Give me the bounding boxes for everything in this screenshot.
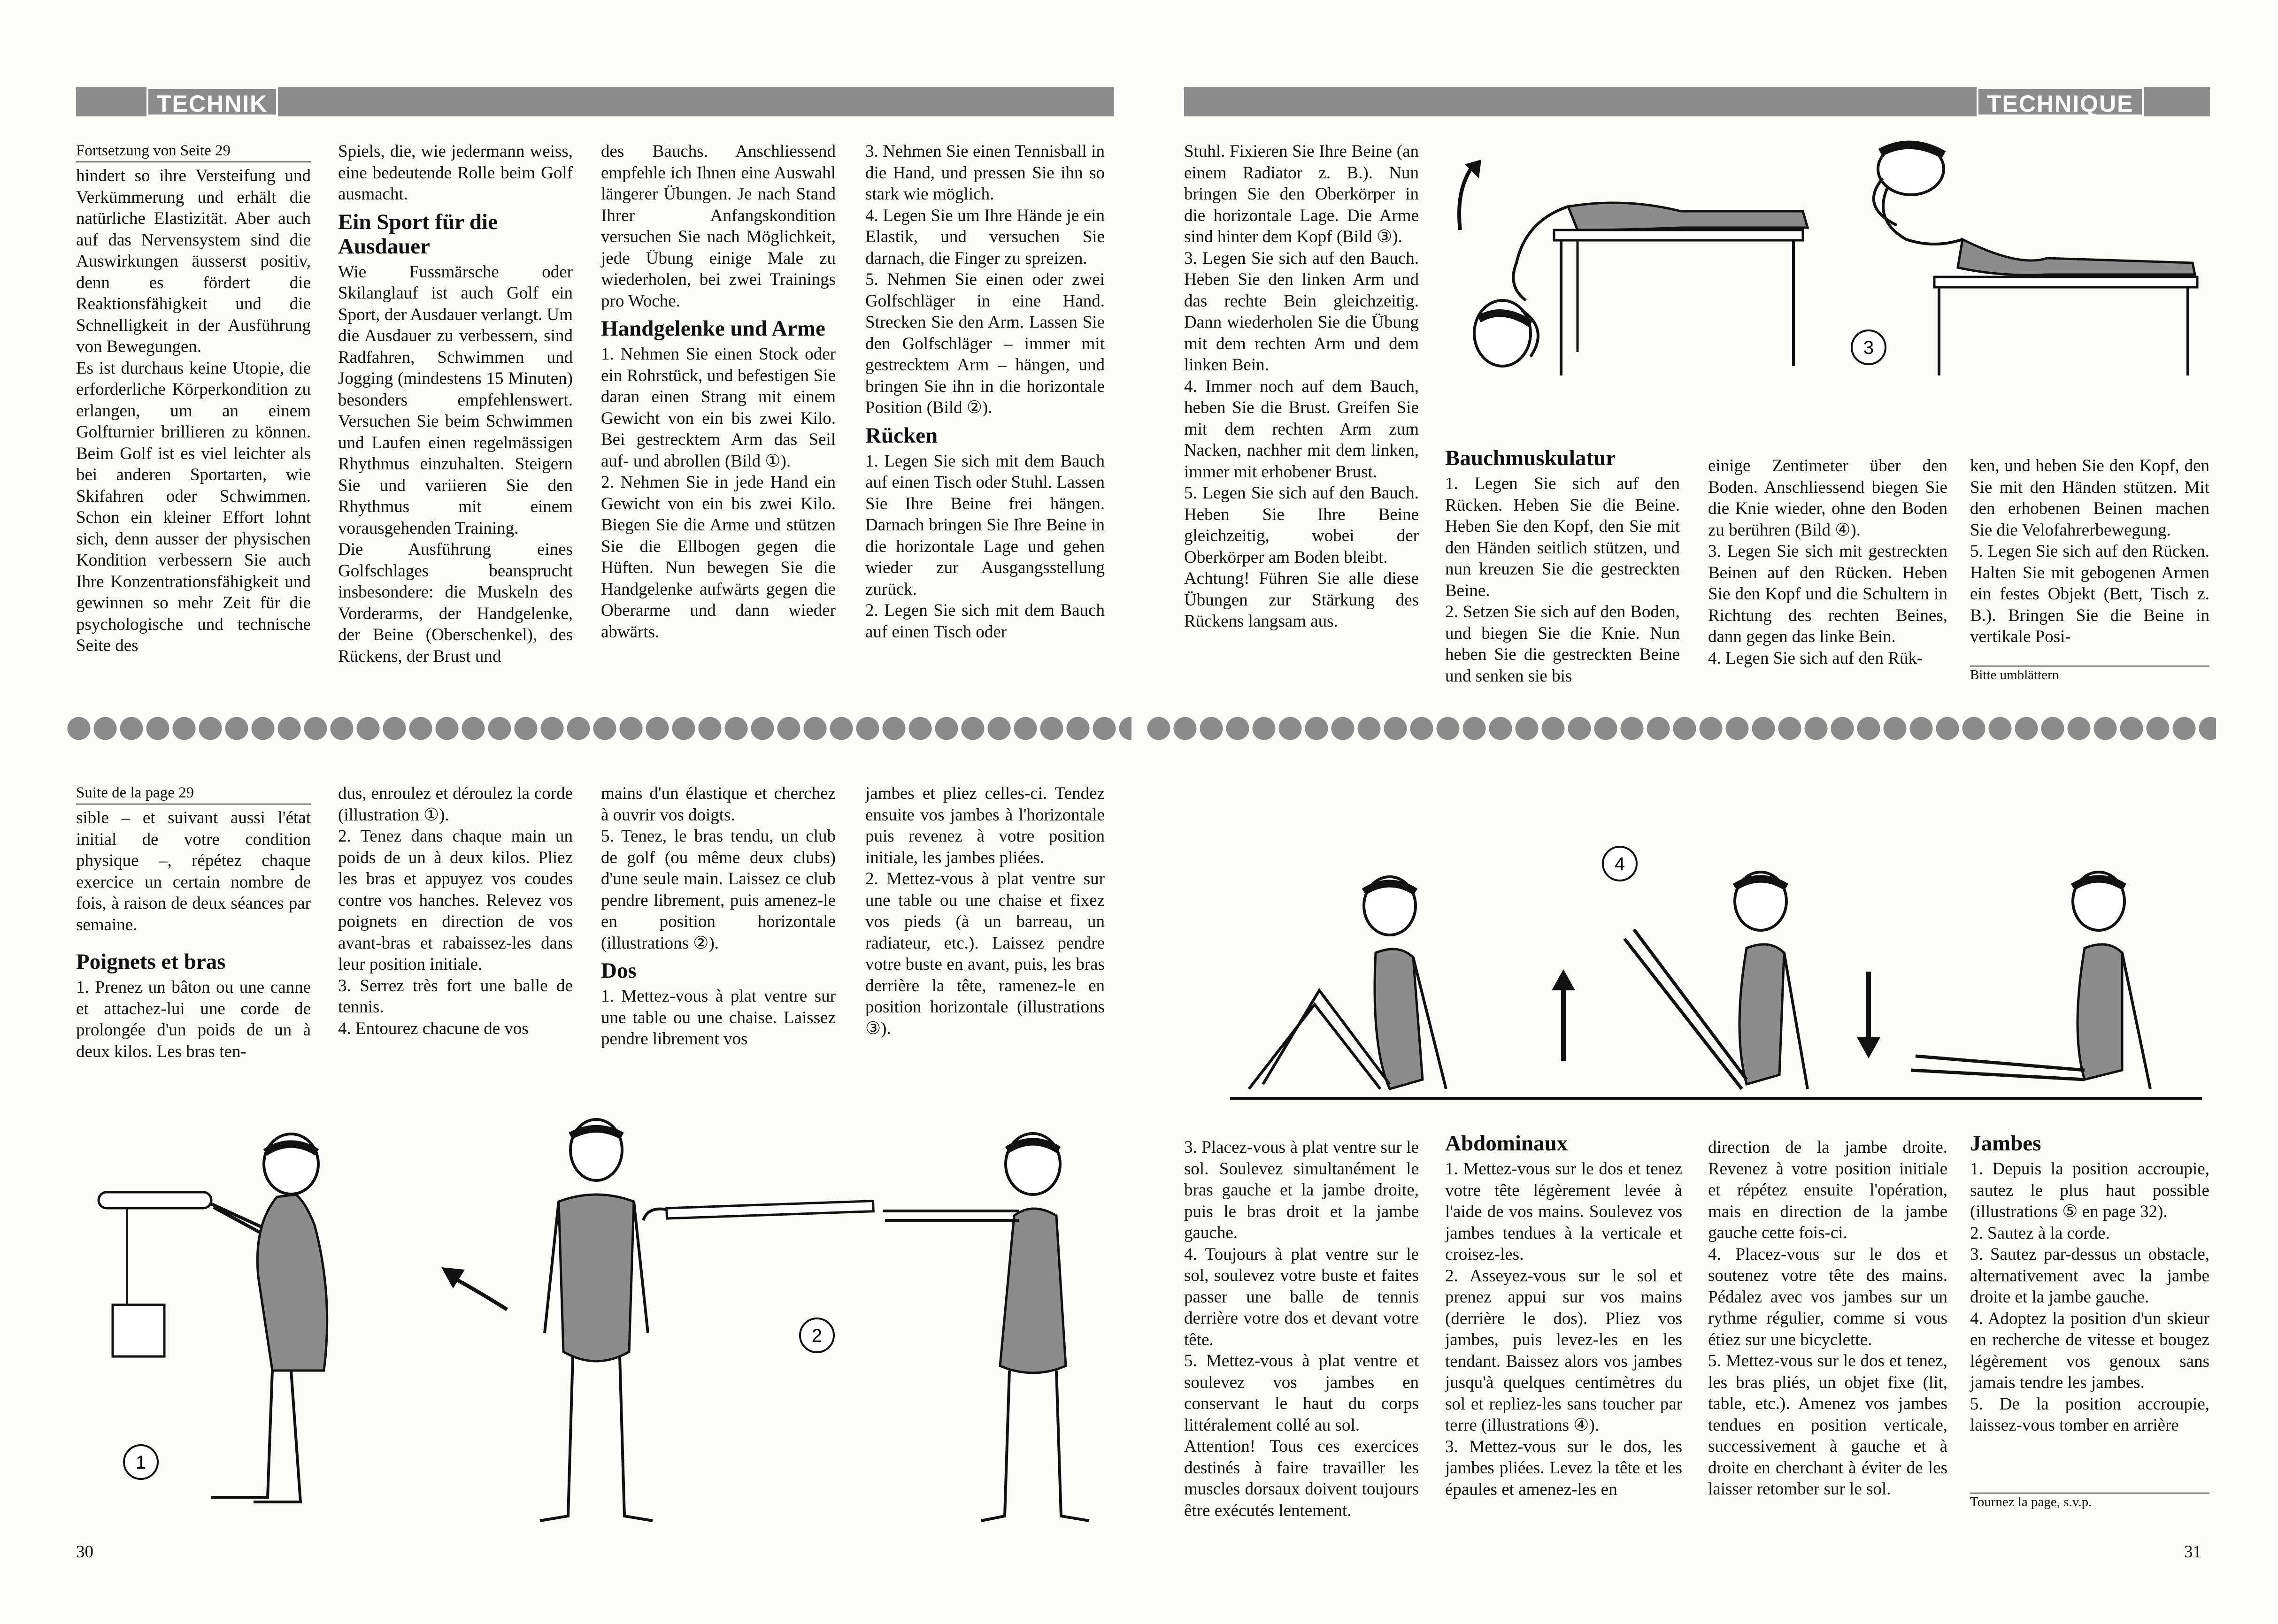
paragraph: 5. Legen Sie sich auf den Rücken. Halten Sie mit gebogenen Armen ein festes Objekt (Bett, Tisch z. B.). Bringen Sie die Beine in vertikale Posi-: [1970, 542, 2209, 646]
paragraph: 1. Mettez-vous à plat ventre sur une table ou une chaise. Laissez pendre librement vos: [601, 987, 836, 1049]
figure-number-1: 1: [135, 1452, 146, 1473]
paragraph: 4. Toujours à plat ventre sur le sol, soulevez votre buste et faites passer une balle de tennis derrière votre dos et devant votre tête.: [1184, 1244, 1419, 1349]
paragraph: einige Zentimeter über den Boden. Anschliessend biegen Sie die Knie wieder, ohne den Boden zu berühren (Bild ④).: [1708, 456, 1947, 540]
paragraph: 3. Serrez très fort une balle de tennis.: [338, 976, 573, 1017]
paragraph: 5. Legen Sie sich auf den Bauch. Heben Sie Ihre Beine gleichzeitig, wobei der Oberkörper am Boden bleibt.: [1184, 483, 1419, 567]
paragraph: 4. Legen Sie um Ihre Hände je ein Elastik, und versuchen Sie darnach, die Finger zu spreizen.: [865, 206, 1105, 268]
turn-page-label: Bitte umblättern: [1970, 667, 2059, 682]
paragraph: 4. Placez-vous sur le dos et soutenez votre tête des mains. Pédalez avec vos jambes sur un rythme régulier, comme si vous étiez sur une bicyclette.: [1708, 1244, 1947, 1349]
paragraph: dus, enroulez et déroulez la corde (illustration ①).: [338, 784, 573, 825]
paragraph: sible – et suivant aussi l'état initial de votre condition physique –, répétez chaque exercice un certain nombre de fois, à raison de deux séances par semaine.: [76, 808, 311, 935]
dot-divider-right: [1146, 715, 2216, 742]
german-column-4: [865, 141, 1105, 643]
paragraph: 2. Asseyez-vous sur le sol et prenez appui sur vos mains (derrière le dos). Pliez vos jambes, puis levez-les en les tendant. Baissez alors vos jambes jusqu'à quelques centimètres du sol et repliez-les sans toucher par terre (illustrations ④).: [1445, 1266, 1682, 1435]
paragraph: 3. Nehmen Sie einen Tennisball in die Hand, und pressen Sie ihn so stark wie möglich.: [865, 142, 1105, 204]
paragraph: 2. Nehmen Sie in jede Hand ein Gewicht von ein bis zwei Kilo. Biegen Sie die Arme und stützen Sie die Ellbogen gegen die Hüften. Nun bewegen Sie die Handgelenke aufwärts gegen die Oberarme und dann wieder abwärts.: [601, 473, 836, 642]
paragraph: 4. Immer noch auf dem Bauch, heben Sie die Brust. Greifen Sie mit dem rechten Arm zum Nacken, nachher mit dem linken, immer mit erhobener Brust.: [1184, 376, 1419, 482]
paragraph: Die Ausführung eines Golfschlages beansprucht insbesondere: die Muskeln des Vorderarms, der Handgelenke, der Beine (Oberschenkel), des Rückens, der Brust und: [338, 540, 573, 666]
french-column-2: [338, 783, 573, 1039]
section-heading: Jambes: [1970, 1131, 2041, 1156]
french-column-7: [1708, 1137, 1947, 1500]
paragraph: 1. Legen Sie sich auf den Rücken. Heben Sie die Beine. Heben Sie den Kopf, den Sie mit den Händen seitlich stützen, und nun kreuzen Sie die gestreckten Beine.: [1445, 474, 1680, 600]
paragraph: mains d'un élastique et cherchez à ouvrir vos doigts.: [601, 784, 836, 825]
figure-number-4: 4: [1614, 854, 1625, 874]
paragraph: 1. Depuis la position accroupie, sautez le plus haut possible (illustrations ⑤ en page 32).: [1970, 1159, 2209, 1221]
german-column-3: [601, 141, 836, 643]
paragraph: 2. Mettez-vous à plat ventre sur une table ou une chaise et fixez vos pieds (à un barreau, un radiateur, etc.). Laissez pendre votre buste en avant, puis, les bras derrière la tête, ramenez-le en position horizontale (illustrations ③).: [865, 869, 1105, 1038]
paragraph: 5. Mettez-vous à plat ventre et soulevez vos jambes en conservant le haut du corps littéralement collé au sol.: [1184, 1351, 1419, 1435]
french-column-8: [1970, 1131, 2209, 1436]
german-column-2: [338, 141, 573, 667]
paragraph: 2. Setzen Sie sich auf den Boden, und biegen Sie die Knie. Nun heben Sie die gestreckten Beine und senken sie bis: [1445, 602, 1680, 686]
german-column-6: [1445, 446, 1680, 687]
section-heading: Bauchmuskulatur: [1445, 446, 1616, 470]
paragraph: Achtung! Führen Sie alle diese Übungen zur Stärkung des Rückens langsam aus.: [1184, 569, 1419, 631]
paragraph: des Bauchs. Anschliessend empfehle ich Ihnen eine Auswahl längerer Übungen. Je nach Stand Ihrer Anfangskondition versuchen Sie nach Möglichkeit, jede Übung einige Male zu wiederholen, bei zwei Trainings pro Woche.: [601, 142, 836, 311]
paragraph: 3. Legen Sie sich auf den Bauch. Heben Sie den linken Arm und das rechte Bein gleichzeitig. Dann wiederholen Sie die Übung mit dem rechten Arm und dem linken Bein.: [1184, 248, 1419, 375]
paragraph: 3. Sautez par-dessus un obstacle, alternativement avec la jambe droite et la jambe gauche.: [1970, 1245, 2209, 1307]
french-column-3: [601, 783, 836, 1050]
paragraph: 5. Mettez-vous sur le dos et tenez, les bras pliés, un objet fixe (lit, table, etc.). Amenez vos jambes tendues en position verticale, successivement à gauche et à droite en cherchant à éviter de les laisser retomber sur le sol.: [1708, 1351, 1947, 1499]
section-tag-technique: TECHNIQUE: [1977, 87, 2144, 116]
paragraph: 4. Adoptez la position d'un skieur en recherche de vitesse et bougez légèrement vos genoux sans jamais tendre les jambes.: [1970, 1309, 2209, 1392]
continued-from-label: Suite de la page 29: [76, 784, 194, 801]
german-column-8: [1970, 455, 2209, 648]
paragraph: 5. De la position accroupie, laissez-vous tomber en arrière: [1970, 1394, 2209, 1435]
german-column-1: [76, 141, 311, 657]
german-column-7: [1708, 455, 1947, 669]
paragraph: 1. Nehmen Sie einen Stock oder ein Rohrstück, und befestigen Sie daran einen Strang mit einem Gewicht von ein bis zwei Kilo. Bei gestrecktem Arm das Seil auf- und abrollen (Bild ①).: [601, 345, 836, 471]
paragraph: 2. Sautez à la corde.: [1970, 1223, 2110, 1243]
paragraph: 4. Entourez chacune de vos: [338, 1019, 529, 1038]
paragraph: direction de la jambe droite. Revenez à votre position initiale et répétez ensuite l'opération, mais en direction de la jambe gauche cette fois-ci.: [1708, 1138, 1947, 1242]
paragraph: 5. Nehmen Sie einen oder zwei Golfschläger in eine Hand. Strecken Sie den Arm. Lassen Sie den Golfschläger – immer mit gestrecktem Arm – hängen, und bringen Sie ihn in die horizontale Position (Bild ②).: [865, 270, 1105, 417]
paragraph: 3. Legen Sie sich mit gestreckten Beinen auf den Rücken. Heben Sie den Kopf und die Schultern in Richtung des rechten Beines, dann gegen das linke Bein.: [1708, 542, 1947, 646]
section-heading: Abdominaux: [1445, 1131, 1568, 1156]
paragraph: Attention! Tous ces exercices destinés à faire travailler les muscles dorsaux doivent toujours être exécutés lentement.: [1184, 1437, 1419, 1520]
paragraph: 5. Tenez, le bras tendu, un club de golf (ou même deux clubs) d'une seule main. Laissez ce club pendre librement, puis amenez-le en position horizontale (illustrations ②).: [601, 827, 836, 953]
illustration-1-2: [70, 1108, 1122, 1530]
paragraph: Spiels, die, wie jedermann weiss, eine bedeutende Rolle beim Golf ausmacht.: [338, 142, 573, 204]
section-heading: Rücken: [865, 423, 938, 448]
section-heading: Handgelenke und Arme: [601, 316, 825, 341]
section-heading: Ein Sport für die Ausdauer: [338, 209, 498, 259]
french-column-6: [1445, 1131, 1682, 1500]
illustration-3: [1437, 131, 2211, 413]
french-column-4: [865, 783, 1105, 1039]
french-column-1: [76, 783, 311, 1062]
paragraph: 2. Tenez dans chaque main un poids de un à deux kilos. Pliez les bras et appuyez vos coudes contre vos hanches. Relevez vos poignets en direction de vos avant-bras et rabaissez-les dans leur position initiale.: [338, 827, 573, 974]
continued-from-label: Fortsetzung von Seite 29: [76, 142, 231, 159]
section-tag-technik: TECHNIK: [146, 87, 278, 116]
paragraph: Wie Fussmärsche oder Skilanglauf ist auch Golf ein Sport, der Ausdauer verlangt. Um die Ausdauer zu verbessern, sind Radfahren, Schwimmen und Jogging (mindestens 15 Minuten) besonders empfehlenswert. Versuchen Sie beim Schwimmen und Laufen einen regelmässigen Rhythmus einzuhalten. Steigern Sie und variieren Sie den Rhythmus mit einem vorausgehenden Training.: [338, 262, 573, 538]
figure-number-3: 3: [1863, 337, 1874, 358]
paragraph: Stuhl. Fixieren Sie Ihre Beine (an einem Radiator z. B.). Nun bringen Sie den Oberkörper in die horizontale Lage. Die Arme sind hinter dem Kopf (Bild ③).: [1184, 142, 1419, 246]
section-heading: Dos: [601, 958, 637, 983]
paragraph: 1. Legen Sie sich mit dem Bauch auf einen Tisch oder Stuhl. Lassen Sie Ihre Beine frei hängen. Darnach bringen Sie Ihre Beine in die horizontale Lage und gehen wieder zur Ausgangsstellung zurück.: [865, 451, 1105, 599]
paragraph: 4. Legen Sie sich auf den Rük-: [1708, 648, 1923, 668]
dot-divider-left: [66, 715, 1131, 742]
paragraph: ken, und heben Sie den Kopf, den Sie mit den Händen stützen. Mit den erhobenen Beinen machen Sie die Velofahrerbewegung.: [1970, 456, 2209, 540]
turn-page-label: Tournez la page, s.v.p.: [1970, 1494, 2092, 1509]
illustration-4: [1221, 835, 2207, 1117]
paragraph: 3. Placez-vous à plat ventre sur le sol. Soulevez simultanément le bras gauche et la jambe droite, puis le bras droit et la jambe gauche.: [1184, 1138, 1419, 1242]
paragraph: Es ist durchaus keine Utopie, die erforderliche Körperkondition zu erlangen, um an einem Golfturnier brillieren zu können. Beim Golf ist es viel leichter als bei anderen Sportarten, wie Skifahren oder Schwimmen. Schon ein kleiner Effort lohnt sich, denn ausser der physischen Kondition verbessern Sie auch Ihre Konzentrationsfähigkeit und gewinnen so mehr Zeit für die psychologische und technische Seite des: [76, 358, 311, 655]
paragraph: 3. Mettez-vous sur le dos, les jambes pliées. Levez la tête et les épaules et amenez-les en: [1445, 1437, 1682, 1499]
german-column-5: [1184, 141, 1419, 632]
paragraph: 1. Prenez un bâton ou une canne et attachez-lui une corde de prolongée d'un poids de un à deux kilos. Les bras ten-: [76, 978, 311, 1061]
french-column-5: [1184, 1137, 1419, 1521]
page-number-left: 30: [76, 1542, 93, 1562]
page-number-right: 31: [2184, 1542, 2201, 1562]
paragraph: jambes et pliez celles-ci. Tendez ensuite vos jambes à l'horizontale puis revenez à votre position initiale, les jambes pliées.: [865, 784, 1105, 867]
paragraph: 1. Mettez-vous sur le dos et tenez votre tête légèrement levée à l'aide de vos mains. Soulevez vos jambes tendues à la verticale et croisez-les.: [1445, 1159, 1682, 1264]
paragraph: hindert so ihre Versteifung und Verkümmerung und erhält die natürliche Elastizität. Aber auch auf das Nervensystem sind die Auswirkungen äusserst positiv, denn es fördert die Reaktionsfähigkeit und die Schnelligkeit in der Ausführung von Bewegungen.: [76, 166, 311, 356]
section-heading: Poignets et bras: [76, 950, 226, 974]
paragraph: 2. Legen Sie sich mit dem Bauch auf einen Tisch oder: [865, 601, 1105, 642]
figure-number-2: 2: [811, 1325, 823, 1346]
